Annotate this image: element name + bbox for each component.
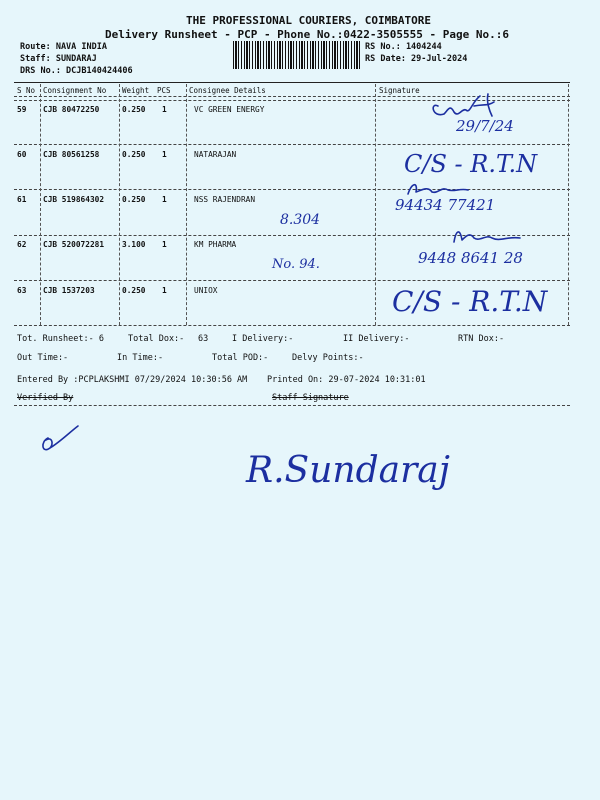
col-header-consignee: Consignee Details (189, 86, 266, 95)
row-consignment: CJB 80472250 (43, 105, 100, 114)
staff-signature-handwritten: R.Sundaraj (246, 450, 450, 491)
row-consignee: VC GREEN ENERGY (194, 105, 265, 114)
row-sno: 59 (17, 105, 27, 114)
table-bottom-rule (14, 325, 570, 326)
address-note-handwritten: No. 94. (272, 257, 320, 272)
row-sno: 62 (17, 240, 27, 249)
row-divider (14, 144, 570, 145)
phone-number-handwritten: 9448 8641 28 (418, 249, 523, 267)
col-header-pcs: PCS (157, 86, 171, 95)
row-divider (14, 280, 570, 281)
row-sno: 61 (17, 195, 27, 204)
barcode (233, 41, 360, 69)
cs-rtn-note: C/S - R.T.N (392, 285, 548, 318)
route-label: Route: NAVA INDIA (20, 42, 107, 52)
entered-by: Entered By :PCPLAKSHMI 07/29/2024 10:30:56 AM (17, 375, 248, 385)
row-pcs: 1 (162, 150, 167, 159)
col-header-weight: Weight (122, 86, 150, 95)
row-consignee: UNIOX (194, 286, 218, 295)
total-runsheet: Tot. Runsheet:- 6 (17, 334, 104, 344)
rs-number: RS No.: 1404244 (365, 42, 442, 52)
row-consignment: CJB 80561258 (43, 150, 100, 159)
i-delivery: I Delivery:- (232, 334, 294, 344)
row-pcs: 1 (162, 240, 167, 249)
column-divider (568, 84, 569, 325)
row-divider (14, 189, 570, 190)
row-pcs: 1 (162, 286, 167, 295)
row-sno: 60 (17, 150, 27, 159)
row-consignee: KM PHARMA (194, 240, 237, 249)
delivery-date-handwritten: 29/7/24 (456, 117, 514, 135)
rtn-dox: RTN Dox:- (458, 334, 505, 344)
col-header-signature: Signature (379, 86, 420, 95)
staff-label: Staff: SUNDARAJ (20, 54, 97, 64)
in-time: In Time:- (117, 353, 164, 363)
column-divider (375, 84, 376, 325)
col-header-sno: S No (17, 86, 36, 95)
row-pcs: 1 (162, 195, 167, 204)
row-consignee: NATARAJAN (194, 150, 237, 159)
row-consignment: CJB 519864302 (43, 195, 105, 204)
receiver-signature-scribble (450, 226, 530, 248)
runsheet-subtitle: Delivery Runsheet - PCP - Phone No.:0422-3505555 - Page No.:6 (105, 28, 509, 41)
total-dox-label: Total Dox:- (128, 334, 185, 344)
out-time: Out Time:- (17, 353, 69, 363)
row-weight: 0.250 (122, 195, 146, 204)
delvy-points: Delvy Points:- (292, 353, 364, 363)
row-consignee: NSS RAJENDRAN (194, 195, 256, 204)
printed-on: Printed On: 29-07-2024 10:31:01 (267, 375, 426, 385)
footer-rule (14, 405, 570, 406)
address-note-handwritten: 8.304 (280, 212, 321, 228)
phone-number-handwritten: 94434 77421 (395, 196, 496, 214)
row-weight: 0.250 (122, 105, 146, 114)
drs-label: DRS No.: DCJB140424406 (20, 66, 133, 76)
column-divider (40, 84, 41, 325)
row-pcs: 1 (162, 105, 167, 114)
verifier-initial-scribble (36, 422, 86, 458)
staff-signature-label: Staff Signature (272, 393, 349, 403)
row-sno: 63 (17, 286, 27, 295)
total-pod: Total POD:- (212, 353, 269, 363)
row-consignment: CJB 1537203 (43, 286, 95, 295)
row-weight: 0.250 (122, 150, 146, 159)
total-dox-value: 63 (198, 334, 209, 344)
verified-by-label: Verified By (17, 393, 74, 403)
row-weight: 3.100 (122, 240, 146, 249)
column-divider (119, 84, 120, 325)
cs-rtn-note: C/S - R.T.N (404, 150, 538, 178)
table-top-rule (14, 82, 570, 83)
column-divider (186, 84, 187, 325)
company-name: THE PROFESSIONAL COURIERS, COIMBATORE (186, 14, 432, 27)
ii-delivery: II Delivery:- (343, 334, 410, 344)
col-header-consignment: Consignment No (43, 86, 107, 95)
rs-date: RS Date: 29-Jul-2024 (365, 54, 468, 64)
row-weight: 0.250 (122, 286, 146, 295)
row-consignment: CJB 520072281 (43, 240, 105, 249)
